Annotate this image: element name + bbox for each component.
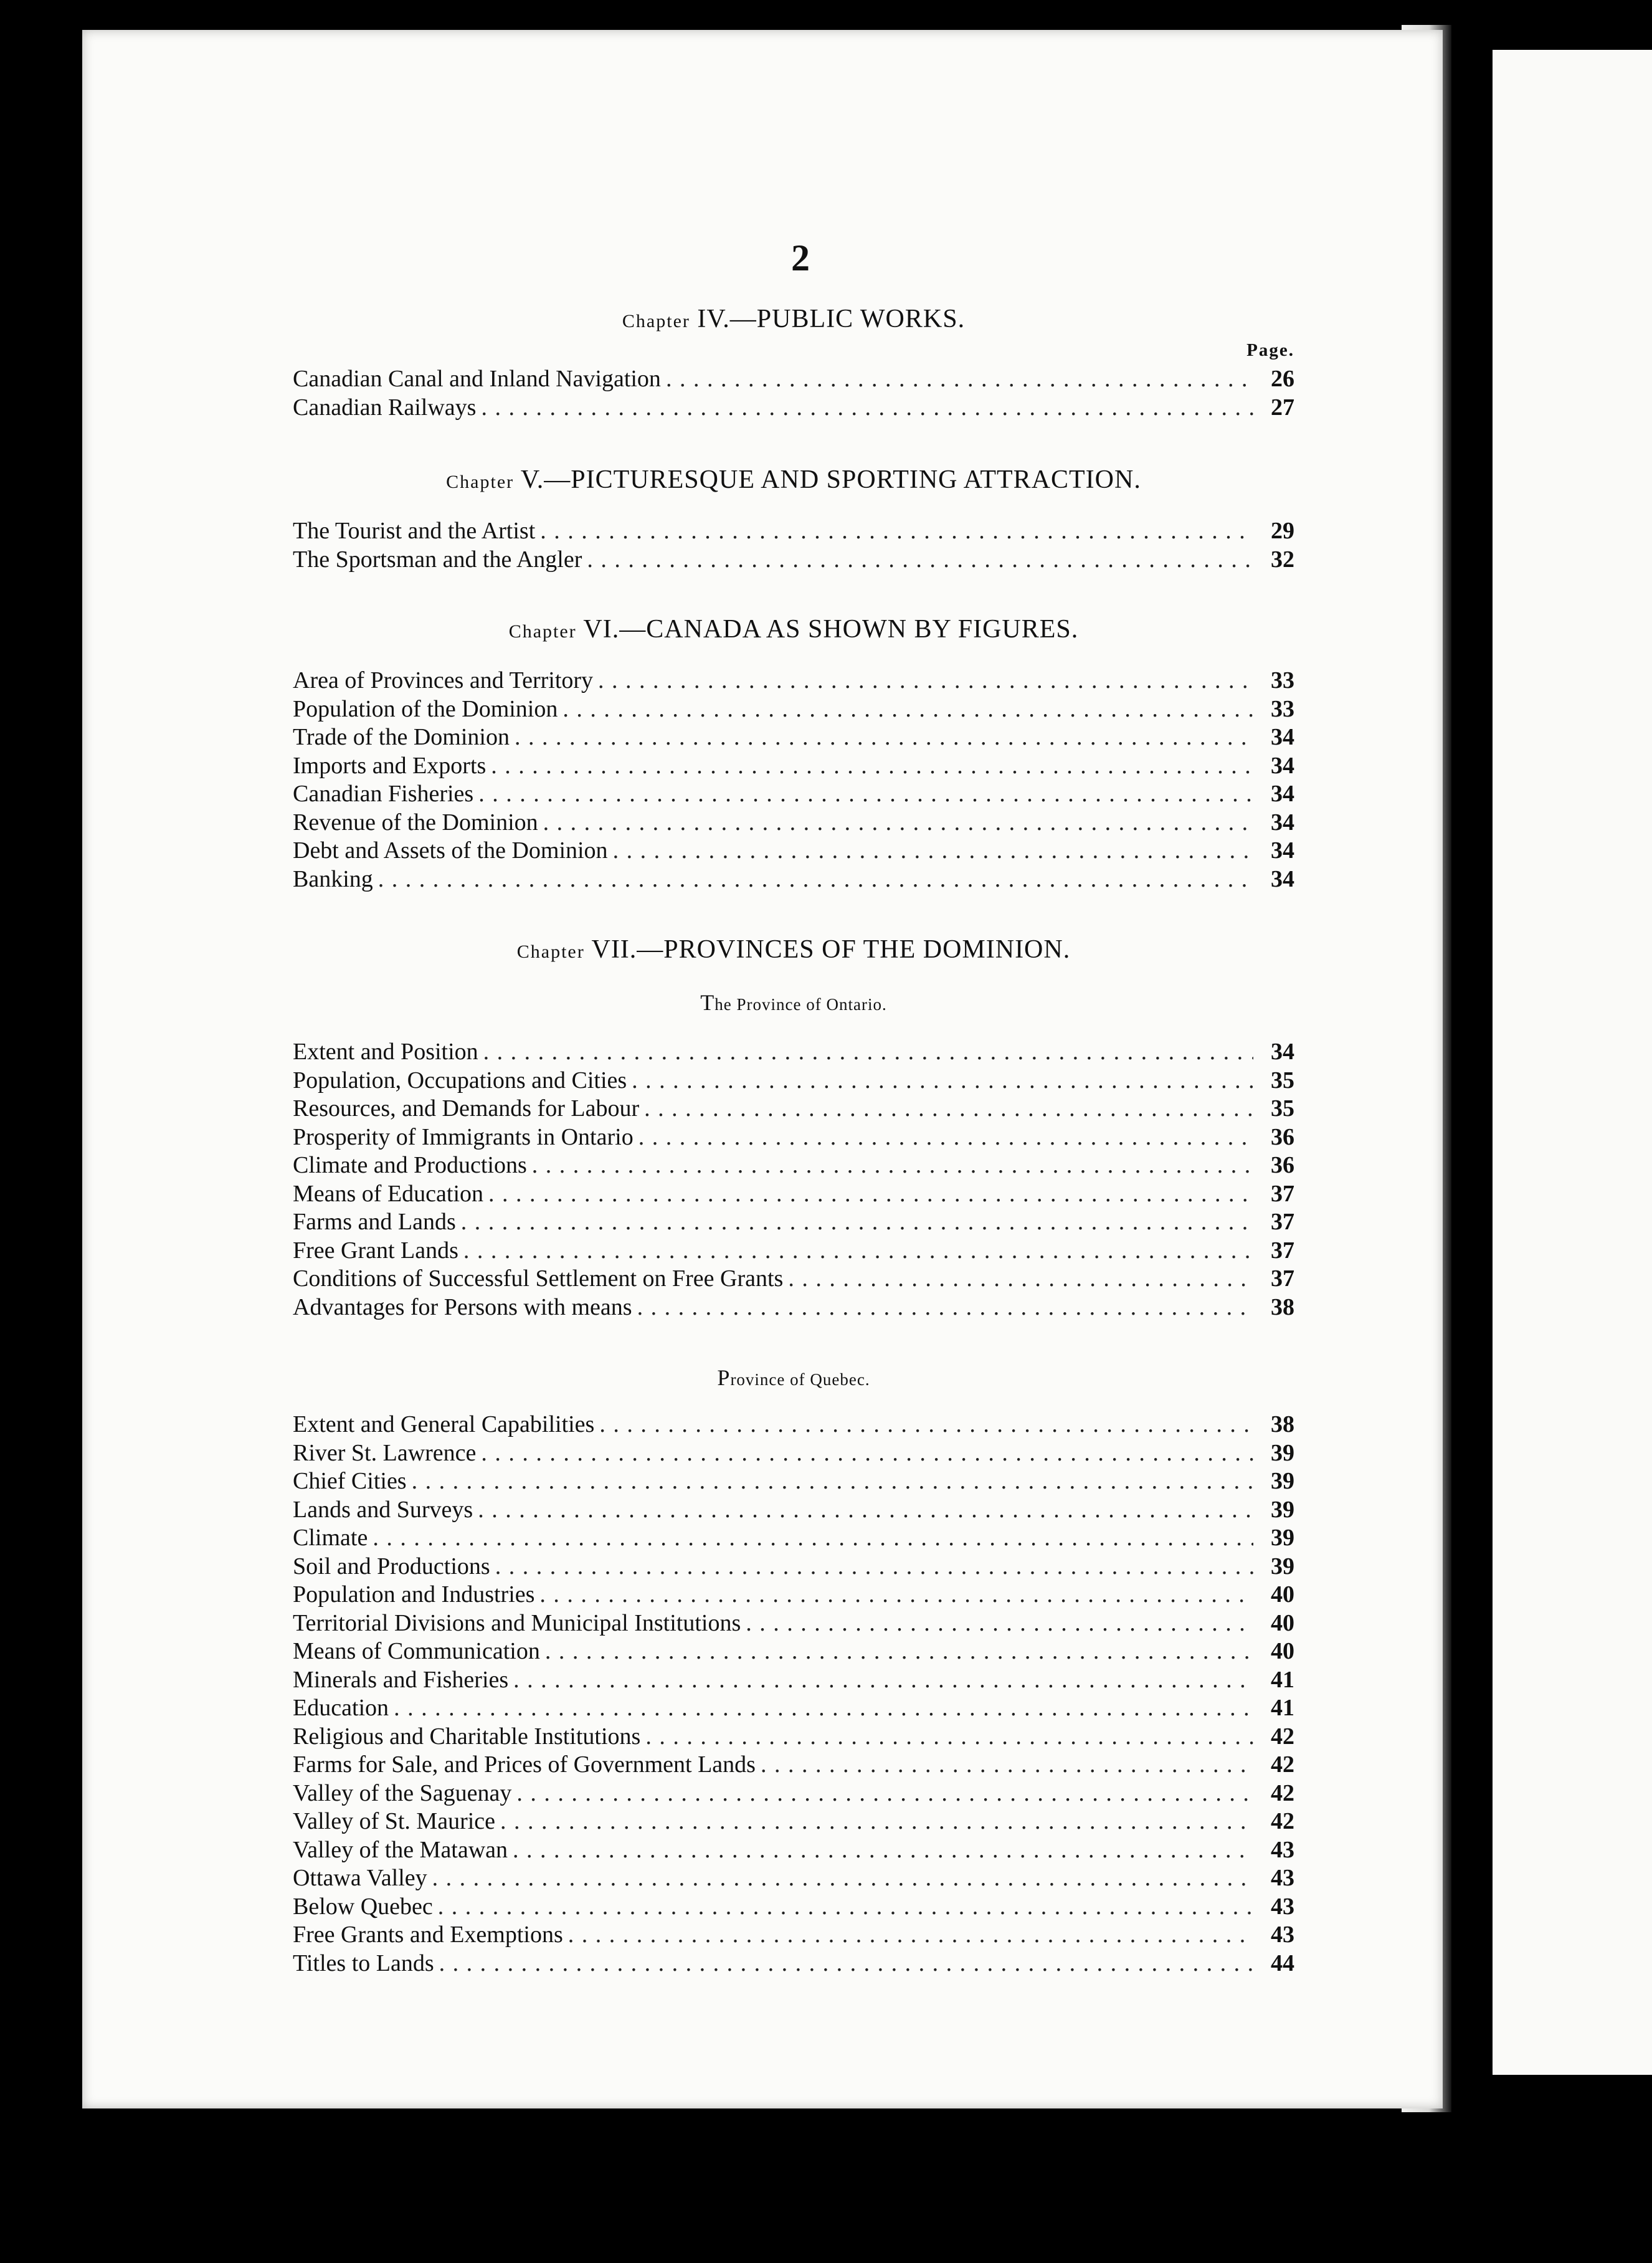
section-title: rovince of Quebec. [730, 1370, 870, 1389]
dot-leader [481, 1439, 1253, 1468]
entry-page: 41 [1271, 1695, 1294, 1721]
chapter-heading-vii [293, 935, 1294, 965]
entry-title: Imports and Exports [293, 752, 487, 779]
toc-entry [293, 809, 1294, 837]
entry-title: Banking [293, 865, 373, 892]
entry-title: Population, Occupations and Cities [293, 1067, 627, 1093]
entry-page: 42 [1271, 1808, 1294, 1834]
toc-entry [293, 1293, 1294, 1322]
entry-title: Debt and Assets of the Dominion [293, 837, 608, 864]
entry-page: 26 [1271, 366, 1294, 392]
entry-title: Canadian Fisheries [293, 781, 474, 807]
entry-page: 38 [1271, 1293, 1294, 1320]
entry-title: Education [293, 1695, 389, 1721]
entry-page: 39 [1271, 1439, 1294, 1466]
dot-leader [761, 1751, 1253, 1779]
entry-page: 42 [1271, 1723, 1294, 1750]
toc-entry [293, 780, 1294, 809]
chapter-title: V.—PICTURESQUE AND SPORTING ATTRACTION. [520, 465, 1141, 494]
dot-leader [532, 1151, 1253, 1180]
entry-page: 39 [1271, 1468, 1294, 1494]
dot-leader [500, 1808, 1253, 1836]
entry-page: 40 [1271, 1581, 1294, 1608]
dot-leader [483, 1038, 1253, 1067]
entry-title: Titles to Lands [293, 1950, 434, 1976]
dot-leader [463, 1237, 1253, 1265]
entry-page: 34 [1271, 724, 1294, 750]
entry-title: Advantages for Persons with means [293, 1293, 632, 1320]
toc-entry [293, 1095, 1294, 1123]
toc-entry [293, 1864, 1294, 1893]
dot-leader [373, 1524, 1253, 1553]
dot-leader [632, 1067, 1253, 1095]
dot-leader [439, 1950, 1253, 1978]
entry-title: Resources, and Demands for Labour [293, 1095, 640, 1122]
toc-entry [293, 667, 1294, 695]
dot-leader [412, 1467, 1253, 1496]
toc-entry [293, 1180, 1294, 1209]
entry-title: The Tourist and the Artist [293, 518, 536, 544]
entry-page: 33 [1271, 695, 1294, 722]
entry-title: Valley of St. Maurice [293, 1808, 496, 1834]
dot-leader [644, 1095, 1253, 1123]
dot-leader [515, 723, 1253, 752]
chapter-title: IV.—PUBLIC WORKS. [697, 305, 966, 333]
dot-leader [481, 394, 1253, 422]
chapter-title: VI.—CANADA AS SHOWN BY FIGURES. [583, 615, 1079, 644]
toc-entry [293, 1411, 1294, 1439]
entry-title: Climate and Productions [293, 1152, 527, 1178]
entry-page: 37 [1271, 1237, 1294, 1264]
entry-page: 29 [1271, 518, 1294, 544]
entry-page: 41 [1271, 1666, 1294, 1693]
entry-title: Means of Communication [293, 1638, 540, 1664]
entry-title: Territorial Divisions and Municipal Institutions [293, 1609, 741, 1636]
entry-title: Chief Cities [293, 1468, 407, 1494]
section-initial: T [700, 990, 715, 1015]
entry-page: 44 [1271, 1950, 1294, 1976]
entry-title: Free Grant Lands [293, 1237, 458, 1264]
entry-page: 43 [1271, 1893, 1294, 1920]
entry-page: 40 [1271, 1609, 1294, 1636]
dot-leader [540, 517, 1253, 546]
toc-entry [293, 865, 1294, 894]
facing-page [1493, 50, 1652, 2075]
toc-entry [293, 1779, 1294, 1808]
dot-leader [488, 1180, 1253, 1209]
chapter-vi-entries [293, 667, 1294, 893]
dot-leader [478, 1496, 1253, 1525]
entry-page: 35 [1271, 1095, 1294, 1122]
entry-title: Means of Education [293, 1180, 484, 1207]
entry-page: 38 [1271, 1411, 1294, 1437]
entry-page: 42 [1271, 1751, 1294, 1778]
section-title: he Province of Ontario. [714, 995, 887, 1014]
section-initial: P [717, 1365, 731, 1390]
entry-title: Free Grants and Exemptions [293, 1922, 563, 1948]
entry-page: 37 [1271, 1265, 1294, 1292]
chapter-heading-vi [293, 614, 1294, 644]
toc-entry [293, 1921, 1294, 1950]
section-heading-ontario [293, 989, 1294, 1016]
entry-title: Prosperity of Immigrants in Ontario [293, 1123, 634, 1150]
chapter-title: VII.—PROVINCES OF THE DOMINION. [591, 935, 1071, 964]
entry-page: 34 [1271, 809, 1294, 836]
dot-leader [746, 1609, 1253, 1638]
entry-page: 27 [1271, 394, 1294, 421]
dot-leader [478, 780, 1253, 809]
entry-title: Canadian Railways [293, 394, 477, 421]
chapter-iv-entries [293, 365, 1294, 422]
document-page [82, 30, 1443, 2108]
toc-entry [293, 546, 1294, 574]
entry-page: 34 [1271, 865, 1294, 892]
ontario-entries [293, 1038, 1294, 1322]
toc-entry [293, 517, 1294, 546]
dot-leader [513, 1666, 1253, 1695]
entry-title: Valley of the Matawan [293, 1836, 508, 1863]
dot-leader [461, 1208, 1253, 1237]
toc-entry [293, 1581, 1294, 1609]
dot-leader [645, 1723, 1253, 1751]
page-number: 2 [791, 237, 811, 279]
toc-entry [293, 1038, 1294, 1067]
toc-entry [293, 1467, 1294, 1496]
toc-entry [293, 1524, 1294, 1553]
entry-title: Religious and Charitable Institutions [293, 1723, 641, 1750]
toc-entry [293, 1666, 1294, 1695]
dot-leader [598, 667, 1253, 695]
entry-page: 32 [1271, 546, 1294, 573]
dot-leader [513, 1836, 1253, 1865]
entry-page: 39 [1271, 1553, 1294, 1579]
toc-entry [293, 1439, 1294, 1468]
entry-title: Lands and Surveys [293, 1496, 473, 1523]
toc-entry [293, 1637, 1294, 1666]
toc-entry [293, 1950, 1294, 1978]
entry-title: Area of Provinces and Territory [293, 667, 594, 693]
entry-page: 43 [1271, 1922, 1294, 1948]
chapter-prefix: Chapter [446, 472, 515, 492]
dot-leader [516, 1779, 1253, 1808]
entry-title: Soil and Productions [293, 1553, 490, 1579]
dot-leader [539, 1581, 1253, 1609]
entry-page: 33 [1271, 667, 1294, 693]
quebec-entries [293, 1411, 1294, 1978]
toc-entry [293, 1694, 1294, 1723]
dot-leader [788, 1265, 1253, 1293]
toc-entry [293, 837, 1294, 865]
entry-title: Ottawa Valley [293, 1865, 427, 1891]
dot-leader [613, 837, 1253, 865]
chapter-v-entries [293, 517, 1294, 574]
toc-entry [293, 1151, 1294, 1180]
toc-entry [293, 1123, 1294, 1152]
toc-entry [293, 1237, 1294, 1265]
entry-title: Minerals and Fisheries [293, 1666, 509, 1693]
page-column-heading: Page. [1246, 340, 1294, 360]
entry-page: 36 [1271, 1152, 1294, 1178]
toc-entry [293, 695, 1294, 724]
dot-leader [563, 695, 1253, 724]
entry-title: Climate [293, 1525, 368, 1551]
entry-title: Revenue of the Dominion [293, 809, 538, 836]
dot-leader [394, 1694, 1253, 1723]
entry-page: 39 [1271, 1525, 1294, 1551]
entry-title: Conditions of Successful Settlement on Free Grants [293, 1265, 784, 1292]
entry-title: Extent and General Capabilities [293, 1411, 595, 1437]
entry-page: 43 [1271, 1865, 1294, 1891]
entry-title: Canadian Canal and Inland Navigation [293, 366, 661, 392]
dot-leader [638, 1123, 1253, 1152]
entry-page: 40 [1271, 1638, 1294, 1664]
entry-page: 34 [1271, 781, 1294, 807]
entry-title: The Sportsman and the Angler [293, 546, 582, 573]
dot-leader [432, 1864, 1253, 1893]
chapter-prefix: Chapter [508, 621, 577, 642]
entry-page: 36 [1271, 1123, 1294, 1150]
toc-entry [293, 394, 1294, 422]
toc-entry [293, 1836, 1294, 1865]
toc-entry [293, 752, 1294, 781]
toc-entry [293, 1751, 1294, 1779]
dot-leader [378, 865, 1253, 894]
toc-entry [293, 1723, 1294, 1751]
dot-leader [438, 1893, 1253, 1922]
dot-leader [637, 1293, 1253, 1322]
toc-entry [293, 1808, 1294, 1836]
entry-page: 39 [1271, 1496, 1294, 1523]
entry-page: 42 [1271, 1779, 1294, 1806]
toc-entry [293, 1496, 1294, 1525]
entry-title: Extent and Position [293, 1039, 478, 1065]
entry-title: Population of the Dominion [293, 695, 558, 722]
dot-leader [495, 1553, 1253, 1581]
entry-page: 35 [1271, 1067, 1294, 1093]
entry-page: 37 [1271, 1180, 1294, 1207]
dot-leader [543, 809, 1253, 837]
entry-page: 34 [1271, 752, 1294, 779]
dot-leader [599, 1411, 1253, 1439]
dot-leader [568, 1921, 1253, 1950]
section-heading-quebec [293, 1365, 1294, 1391]
entry-title: Valley of the Saguenay [293, 1779, 512, 1806]
toc-entry [293, 1609, 1294, 1638]
entry-title: River St. Lawrence [293, 1439, 477, 1466]
entry-page: 43 [1271, 1836, 1294, 1863]
toc-entry [293, 1208, 1294, 1237]
chapter-prefix: Chapter [516, 941, 585, 962]
toc-entry [293, 365, 1294, 394]
entry-page: 34 [1271, 1039, 1294, 1065]
toc-entry [293, 1893, 1294, 1922]
entry-title: Farms for Sale, and Prices of Government Lands [293, 1751, 756, 1778]
chapter-heading-iv [293, 304, 1294, 334]
toc-entry [293, 723, 1294, 752]
dot-leader [545, 1637, 1253, 1666]
entry-title: Trade of the Dominion [293, 724, 510, 750]
dot-leader [666, 365, 1253, 394]
toc-entry [293, 1265, 1294, 1293]
entry-title: Population and Industries [293, 1581, 535, 1608]
entry-page: 34 [1271, 837, 1294, 864]
dot-leader [491, 752, 1253, 781]
entry-page: 37 [1271, 1209, 1294, 1235]
entry-title: Below Quebec [293, 1893, 433, 1920]
dot-leader [587, 546, 1253, 574]
entry-title: Farms and Lands [293, 1209, 456, 1235]
chapter-prefix: Chapter [622, 311, 690, 331]
toc-entry [293, 1067, 1294, 1095]
toc-entry [293, 1553, 1294, 1581]
chapter-heading-v [293, 465, 1294, 495]
